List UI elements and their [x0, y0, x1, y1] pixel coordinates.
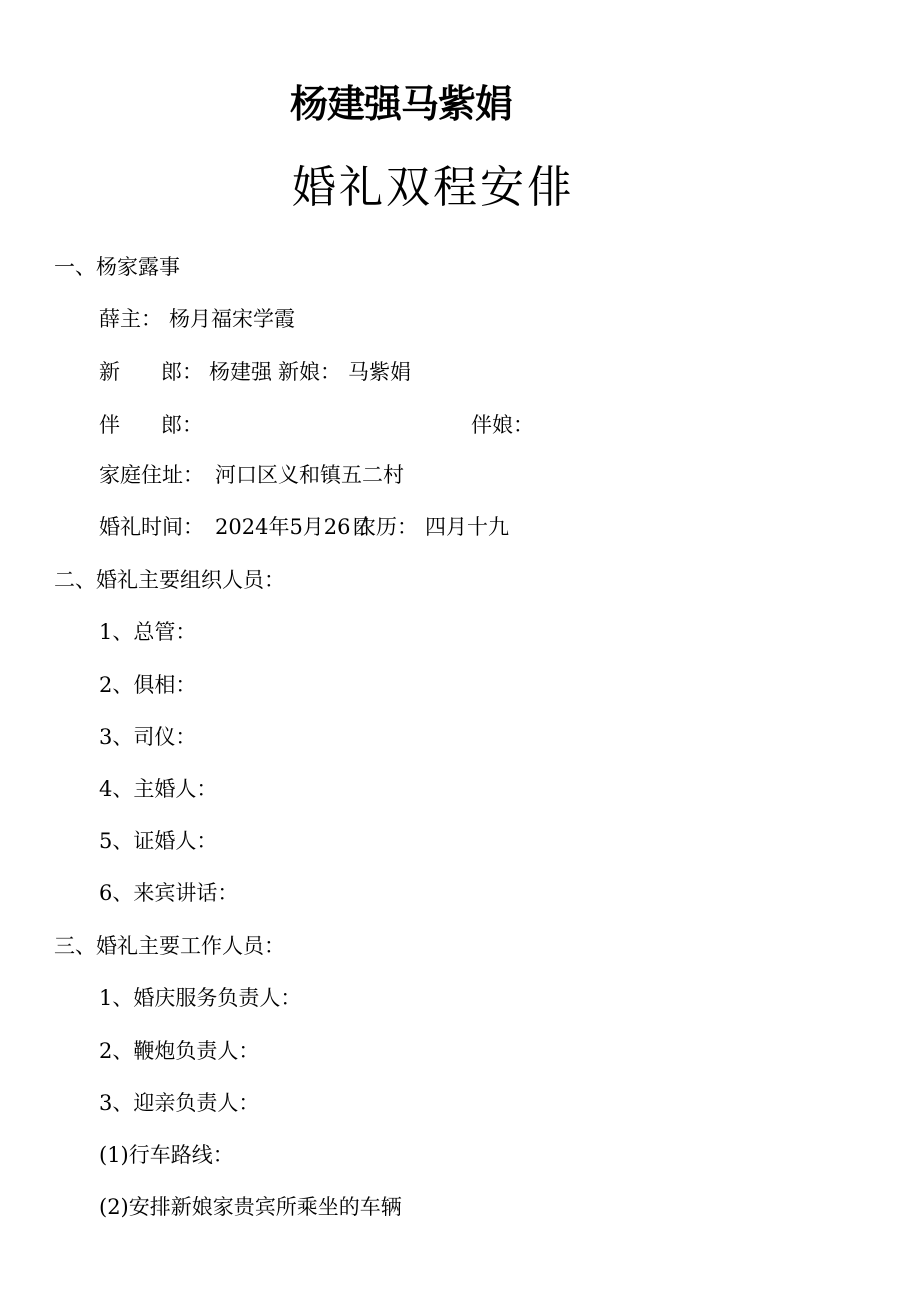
- couple-names-title: 杨建强马紫娟: [290, 82, 513, 126]
- staff-subitem: (2)安排新娘家贵宾所乘坐的车辆: [99, 1195, 402, 1219]
- staff-item: 2、鞭炮负责人：: [99, 1039, 260, 1063]
- bestman-label-char1: 伴: [99, 413, 120, 437]
- time-value: 2024年5月26日: [215, 515, 372, 539]
- bestman-label-char2: 郎：: [161, 413, 203, 437]
- groom-value: 杨建强: [209, 360, 272, 384]
- section-2-heading: 二、婚礼主要组织人员：: [54, 568, 285, 592]
- section-3-heading: 三、婚礼主要工作人员：: [54, 934, 285, 958]
- staff-subitem: (1)行车路线：: [99, 1143, 234, 1167]
- bridesmaid-label: 伴娘：: [471, 413, 534, 437]
- lunar-label: 农历：: [355, 515, 418, 539]
- address-label: 家庭住址：: [99, 463, 204, 487]
- groom-label-char1: 新: [99, 360, 120, 384]
- organizer-item: 2、俱相：: [99, 673, 197, 697]
- bride-value: 马紫娟: [348, 360, 411, 384]
- organizer-item: 4、主婚人：: [99, 777, 218, 801]
- organizer-item: 5、证婚人：: [99, 829, 218, 853]
- address-value: 河口区义和镇五二村: [215, 463, 404, 487]
- groom-label-char2: 郎：: [161, 360, 203, 384]
- bride-label: 新娘：: [278, 360, 341, 384]
- lunar-value: 四月十九: [425, 515, 509, 539]
- time-label: 婚礼时间：: [99, 515, 204, 539]
- staff-item: 3、迎亲负责人：: [99, 1091, 260, 1115]
- host-label: 薛主：: [99, 307, 162, 331]
- organizer-item: 3、司仪：: [99, 725, 197, 749]
- section-1-heading: 一、杨家露事: [54, 255, 180, 279]
- organizer-item: 1、总管：: [99, 620, 197, 644]
- host-value: 杨月福宋学霞: [169, 307, 295, 331]
- organizer-item: 6、来宾讲话：: [99, 881, 239, 905]
- wedding-schedule-title: 婚礼双程安俳: [292, 162, 574, 213]
- staff-item: 1、婚庆服务负责人：: [99, 986, 302, 1010]
